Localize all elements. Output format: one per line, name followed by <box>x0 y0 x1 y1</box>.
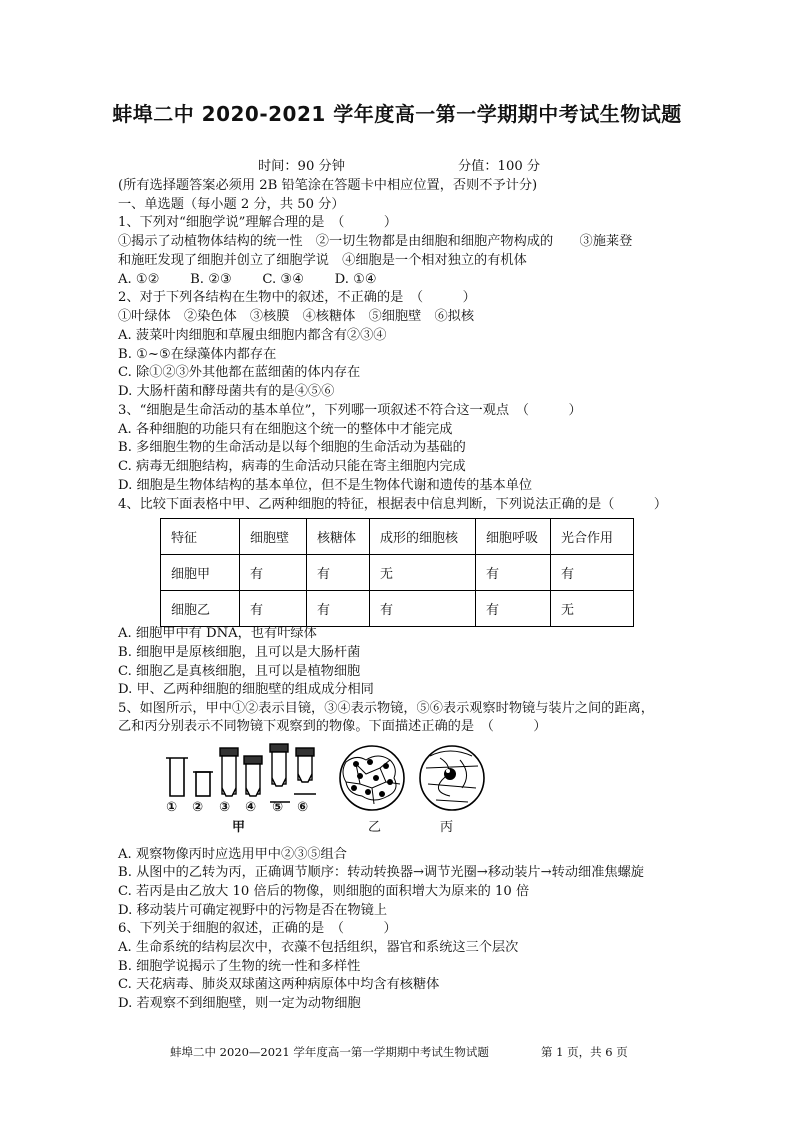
table-cell: 有 <box>240 555 307 591</box>
q2-option-c: C. 除①②③外其他都在蓝细菌的体内存在 <box>118 365 361 380</box>
eyepiece-long-icon <box>166 758 188 796</box>
table-header-cell: 成形的细胞核 <box>370 519 476 555</box>
q6-stem: 6、下列关于细胞的叙述，正确的是 （ ） <box>118 921 397 936</box>
table-header-cell: 光合作用 <box>551 519 634 555</box>
q5-option-d: D. 移动装片可确定视野中的污物是否在物镜上 <box>118 903 388 918</box>
cell-comparison-table <box>160 518 634 627</box>
table-cell: 细胞甲 <box>161 555 240 591</box>
q2-stem: 2、对于下列各结构在生物中的叙述，不正确的是 （ ） <box>118 290 476 305</box>
q4-option-d: D. 甲、乙两种细胞的细胞壁的组成成分相同 <box>118 682 374 697</box>
table-cell: 有 <box>551 555 634 591</box>
q4-option-c: C. 细胞乙是真核细胞，且可以是植物细胞 <box>118 664 361 679</box>
q2-option-a: A. 菠菜叶肉细胞和草履虫细胞内都含有②③④ <box>118 328 387 343</box>
exam-note: (所有选择题答案必须用 2B 铅笔涂在答题卡中相应位置，否则不予计分) <box>118 178 538 193</box>
page-title: 蚌埠二中 2020-2021 学年度高一第一学期期中考试生物试题 <box>112 102 682 126</box>
table-cell: 有 <box>307 591 370 627</box>
table-cell: 有 <box>307 555 370 591</box>
q5-option-b: B. 从图中的乙转为丙，正确调节顺序：转动转换器→调节光圈→移动装片→转动细准焦螺旋 <box>118 865 644 880</box>
fig-label-yi: 乙 <box>368 820 382 835</box>
table-cell: 无 <box>370 555 476 591</box>
q5-stem-line-2: 乙和丙分别表示不同物镜下观察到的物像。下面描述正确的是 （ ） <box>118 719 547 734</box>
fig-number-6: ⑥ <box>297 800 309 815</box>
table-cell: 有 <box>476 555 551 591</box>
section-heading: 一、单选题（每小题 2 分，共 50 分） <box>118 197 345 212</box>
q6-option-b: B. 细胞学说揭示了生物的统一性和多样性 <box>118 959 361 974</box>
q5-option-c: C. 若丙是由乙放大 10 倍后的物像，则细胞的面积增大为原来的 10 倍 <box>118 884 530 899</box>
q1-stem: 1、下列对“细胞学说”理解合理的是 （ ） <box>118 215 398 230</box>
q1-text-line-2: 和施旺发现了细胞并创立了细胞学说 ④细胞是一个相对独立的有机体 <box>118 253 527 268</box>
q3-option-a: A. 各种细胞的功能只有在细胞这个统一的整体中才能完成 <box>118 422 453 437</box>
fig-label-jia: 甲 <box>232 820 246 835</box>
q4-option-a: A. 细胞甲中有 DNA，也有叶绿体 <box>118 626 317 641</box>
q3-stem: 3、“细胞是生命活动的基本单位”，下列哪一项叙述不符合这一观点 （ ） <box>118 403 582 418</box>
q2-option-b: B. ①~⑤在绿藻体内都存在 <box>118 347 277 362</box>
q2-option-d: D. 大肠杆菌和酵母菌共有的是④⑤⑥ <box>118 384 335 399</box>
fig-number-3: ③ <box>219 800 231 815</box>
table-row <box>161 555 634 591</box>
fig-label-bing: 丙 <box>440 820 454 835</box>
table-header-cell: 细胞壁 <box>240 519 307 555</box>
q5-option-a: A. 观察物像丙时应选用甲中②③⑤组合 <box>118 847 347 862</box>
q1-options: A. ①② B. ②③ C. ③④ D. ①④ <box>118 272 377 287</box>
q4-option-b: B. 细胞甲是原核细胞，且可以是大肠杆菌 <box>118 645 361 660</box>
q2-items: ①叶绿体 ②染色体 ③核膜 ④核糖体 ⑤细胞壁 ⑥拟核 <box>118 309 475 324</box>
q6-option-a: A. 生命系统的结构层次中，衣藻不包括组织，器官和系统这三个层次 <box>118 940 519 955</box>
fig-number-1: ① <box>166 800 178 815</box>
fig-number-2: ② <box>192 800 204 815</box>
footer-title: 蚌埠二中 2020—2021 学年度高一第一学期期中考试生物试题 <box>170 1045 489 1059</box>
table-cell: 无 <box>551 591 634 627</box>
table-header-row <box>161 519 634 555</box>
q3-option-b: B. 多细胞生物的生命活动是以每个细胞的生命活动为基础的 <box>118 440 466 455</box>
q6-option-c: C. 天花病毒、肺炎双球菌这两种病原体中均含有核糖体 <box>118 977 440 992</box>
table-header-cell: 特征 <box>161 519 240 555</box>
fig-number-5: ⑤ <box>272 800 284 815</box>
table-header-cell: 细胞呼吸 <box>476 519 551 555</box>
eyepiece-short-icon <box>196 772 210 796</box>
page-number: 第 1 页，共 6 页 <box>541 1045 628 1059</box>
q6-option-d: D. 若观察不到细胞壁，则一定为动物细胞 <box>118 996 361 1011</box>
q3-option-d: D. 细胞是生物体结构的基本单位，但不是生物体代谢和遗传的基本单位 <box>118 478 533 493</box>
table-cell: 有 <box>476 591 551 627</box>
table-header-cell: 核糖体 <box>307 519 370 555</box>
q5-stem-line-1: 5、如图所示，甲中①②表示目镜，③④表示物镜，⑤⑥表示观察时物镜与装片之间的距离， <box>118 701 654 716</box>
table-cell: 有 <box>370 591 476 627</box>
q4-stem: 4、比较下面表格中甲、乙两种细胞的特征，根据表中信息判断，下列说法正确的是（ ） <box>118 497 668 512</box>
table-row <box>161 591 634 627</box>
exam-score: 分值：100 分 <box>458 159 541 174</box>
fig-number-4: ④ <box>245 800 257 815</box>
exam-time: 时间：90 分钟 <box>258 159 345 174</box>
table-cell: 有 <box>240 591 307 627</box>
q3-option-c: C. 病毒无细胞结构，病毒的生命活动只能在寄主细胞内完成 <box>118 459 466 474</box>
table-cell: 细胞乙 <box>161 591 240 627</box>
q1-text-line-1: ①揭示了动植物体结构的统一性 ②一切生物都是由细胞和细胞产物构成的 ③施莱登 <box>118 234 633 249</box>
